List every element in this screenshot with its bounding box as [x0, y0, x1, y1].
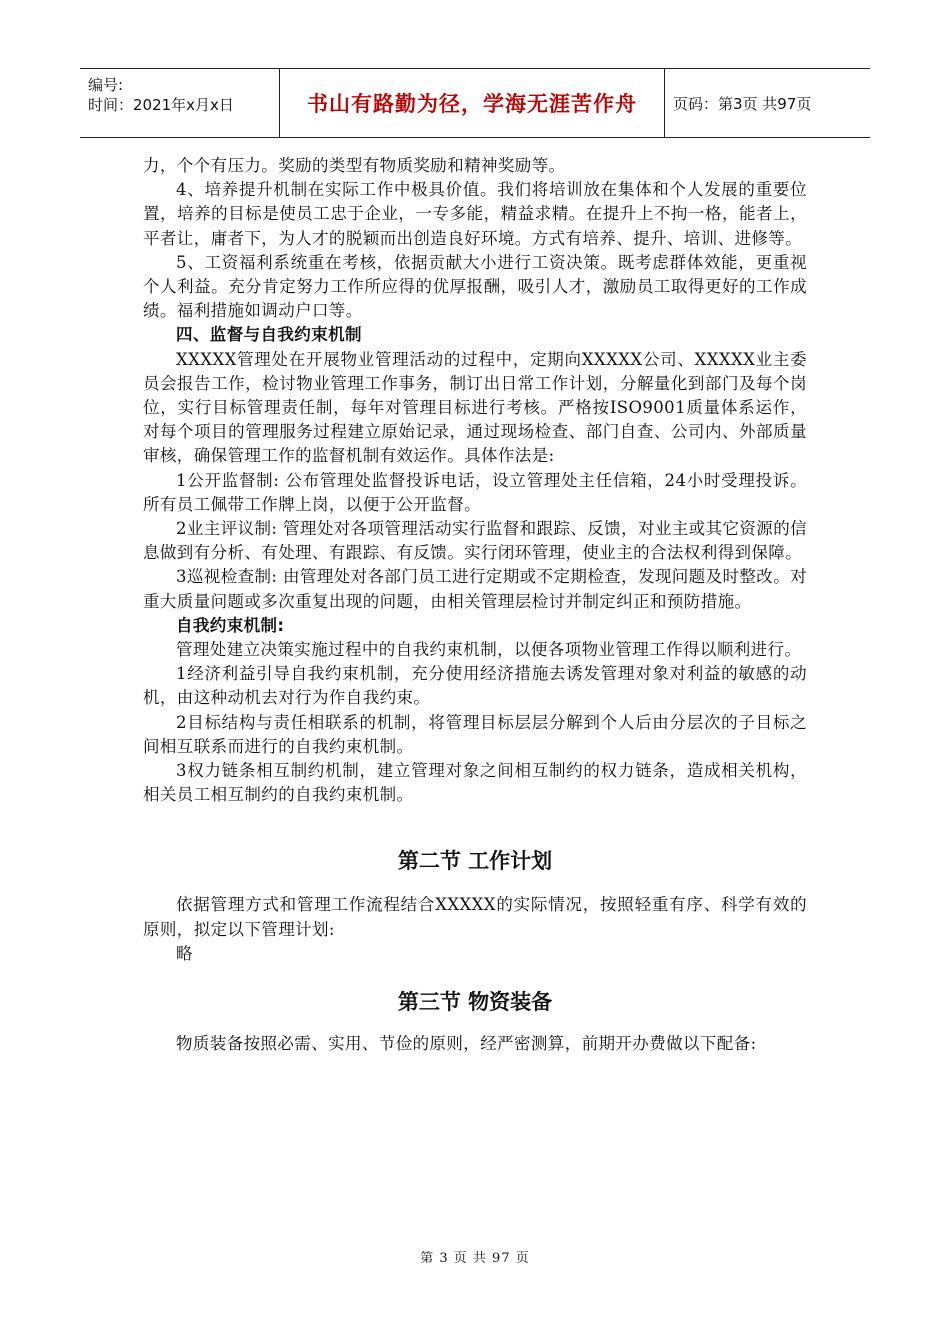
- paragraph: 1公开监督制: 公布管理处监督投诉电话，设立管理处主任信箱，24小时受理投诉。所有员工佩带工作牌上岗，以便于公开监督。: [143, 470, 807, 514]
- paragraph: 2目标结构与责任相联系的机制，将管理目标层层分解到个人后由分层次的子目标之间相互联系而进行的自我约束机制。: [143, 712, 807, 756]
- document-time-label: 时间：2021年x月x日: [88, 96, 234, 114]
- paragraph: 1经济利益引导自我约束机制，充分使用经济措施去诱发管理对象对利益的敏感的动机，由这种动机去对行为作自我约束。: [143, 664, 807, 708]
- section-title: 第三节 物资装备: [397, 990, 553, 1015]
- header-meta: [80, 69, 280, 137]
- document-number-label: 编号:: [88, 76, 124, 94]
- section-heading: 四、监督与自我约束机制: [176, 325, 362, 345]
- header-page-info: 页码：第3页 共97页: [673, 94, 812, 113]
- paragraph: 管理处建立决策实施过程中的自我约束机制，以便各项物业管理工作得以顺利进行。: [176, 640, 802, 660]
- paragraph: 3权力链条相互制约机制，建立管理对象之间相互制约的权力链条，造成相关机构，相关员工相互制约的自我约束机制。: [143, 761, 807, 805]
- paragraph: 2业主评议制: 管理处对各项管理活动实行监督和跟踪、反馈，对业主或其它资源的信息做到有分析、有处理、有跟踪、有反馈。实行闭环管理，使业主的合法权利得到保障。: [143, 519, 807, 563]
- paragraph: 力，个个有压力。奖励的类型有物质奖励和精神奖励等。: [143, 156, 566, 175]
- paragraph: 4、培养提升机制在实际工作中极具价值。我们将培训放在集体和个人发展的重要位置，培养的目标是使员工忠于企业，一专多能，精益求精。在提升上不拘一格，能者上，平者让，庸者下，为人才的脱颖而出创造良好环境。方式有培养、提升、培训、进修等。: [143, 180, 807, 248]
- paragraph: XXXXX管理处在开展物业管理活动的过程中，定期向XXXXX公司、XXXXX业主委员会报告工作，检讨物业管理工作事务，制订出日常工作计划，分解量化到部门及每个岗位，实行目标管理责任制，每年对管理目标进行考核。严格按ISO9001质量体系运作，对每个项目的管理服务过程建立原始记录，通过现场检查、部门自查、公司内、外部质量审核，确保管理工作的监督机制有效运作。具体作法是:: [143, 349, 807, 466]
- page-header: [80, 68, 870, 138]
- header-motto: 书山有路勤为径，学海无涯苦作舟: [280, 69, 665, 137]
- paragraph: 略: [176, 943, 193, 963]
- paragraph: 物质装备按照必需、实用、节俭的原则，经严密测算，前期开办费做以下配备:: [176, 1034, 757, 1054]
- paragraph: 依据管理方式和管理工作流程结合XXXXX的实际情况，按照轻重有序、科学有效的原则，拟定以下管理计划:: [143, 895, 807, 939]
- document-body: [143, 154, 807, 1056]
- section-title: 第二节 工作计划: [397, 849, 553, 874]
- paragraph: 3巡视检查制: 由管理处对各部门员工进行定期或不定期检查，发现问题及时整改。对重大质量问题或多次重复出现的问题，由相关管理层检讨并制定纠正和预防措施。: [143, 567, 807, 611]
- subsection-heading: 自我约束机制:: [176, 615, 285, 635]
- paragraph: 5、工资福利系统重在考核，依据贡献大小进行工资决策。既考虑群体效能，更重视个人利益。充分肯定努力工作所应得的优厚报酬，吸引人才，激励员工取得更好的工作成绩。福利措施如调动户口等。: [143, 252, 807, 321]
- page-footer: 第 3 页 共 97 页: [420, 1251, 530, 1266]
